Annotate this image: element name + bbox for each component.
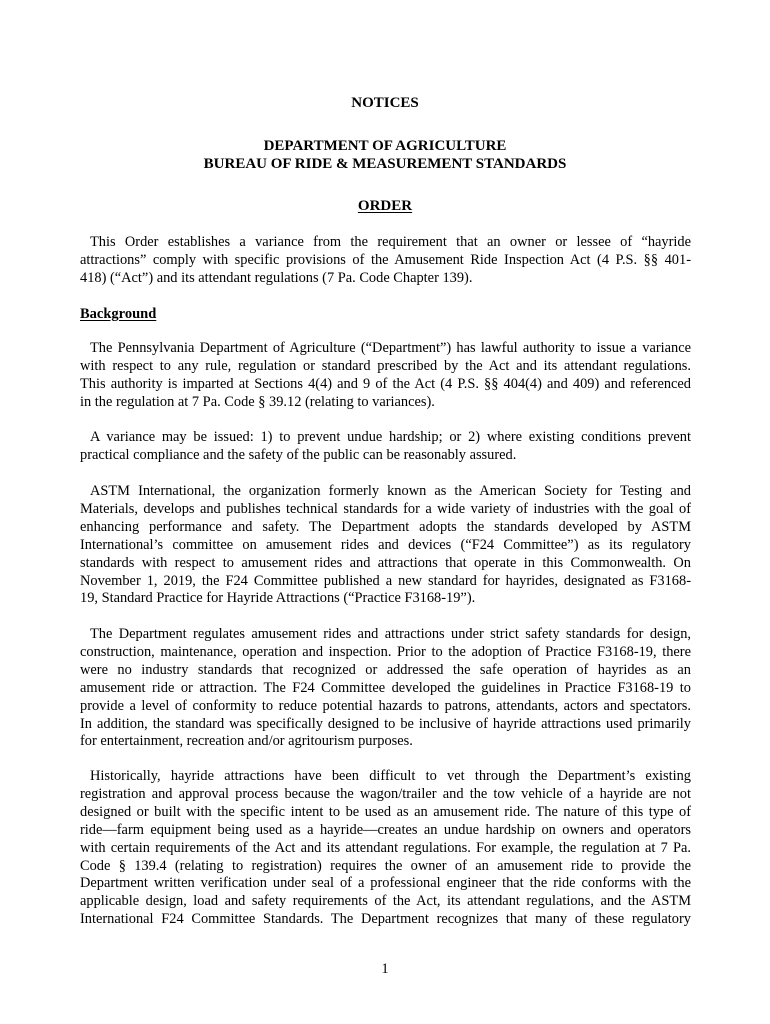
- text-line: ride—farm equipment being used as a hayride—creates an undue hardship on owners and operators: [80, 821, 691, 838]
- text-line: International’s committee on amusement rides and devices (“F24 Committee”) as its regulatory: [80, 536, 691, 553]
- text-line: for entertainment, recreation and/or agritourism purposes.: [80, 733, 413, 750]
- text-line: Historically, hayride attractions have been difficult to vet through the Department’s existing: [90, 768, 691, 784]
- text-line: Department written verification under seal of a professional engineer that the ride conforms with the: [80, 875, 691, 892]
- text-line: applicable design, load and safety requirements of the Act, its attendant regulations, and the ASTM: [80, 893, 691, 910]
- text-line: designed or built with the specific intent to be used as an amusement ride. The nature of this type of: [80, 803, 691, 820]
- text-line: enhancing performance and safety. The Department adopts the standards developed by ASTM: [80, 518, 691, 535]
- text-line: practical compliance and the safety of the public can be reasonably assured.: [80, 446, 517, 463]
- text-line: International F24 Committee Standards. The Department recognizes that many of these regulatory: [80, 911, 691, 928]
- text-line: attractions” comply with specific provisions of the Amusement Ride Inspection Act (4 P.S. §§ 401-: [80, 251, 691, 268]
- text-line: This Order establishes a variance from the requirement that an owner or lessee of “hayride: [90, 234, 691, 250]
- text-line: standards with respect to amusement rides and attractions that operate in this Commonwealth. On: [80, 554, 691, 571]
- text-line: construction, maintenance, operation and inspection. Prior to the adoption of Practice F3168-19, there: [80, 643, 691, 660]
- text-line: November 1, 2019, the F24 Committee published a new standard for hayrides, designated as F3168-: [80, 572, 691, 589]
- background-paragraph-authority: [80, 340, 691, 412]
- text-line: Materials, develops and publishes technical standards for a wide variety of industries with the goal of: [80, 500, 691, 517]
- text-line: were no industry standards that recognized or addressed the safe operation of hayrides as an: [80, 661, 691, 678]
- notices-heading: NOTICES: [351, 95, 419, 111]
- text-line: In addition, the standard was specifically designed to be inclusive of hayride attractions used primarily: [80, 715, 691, 732]
- text-line: provide a level of conformity to reduce potential hazards to patrons, attendants, actors and spectators.: [80, 697, 691, 714]
- text-line: ASTM International, the organization formerly known as the American Society for Testing and: [90, 483, 691, 499]
- bureau-heading: BUREAU OF RIDE & MEASUREMENT STANDARDS: [203, 156, 567, 172]
- department-heading: DEPARTMENT OF AGRICULTURE: [263, 138, 507, 154]
- text-line: The Department regulates amusement rides and attractions under strict safety standards for design,: [90, 626, 691, 642]
- text-line: The Pennsylvania Department of Agriculture (“Department”) has lawful authority to issue a variance: [90, 340, 691, 356]
- text-line: A variance may be issued: 1) to prevent undue hardship; or 2) where existing conditions prevent: [90, 429, 691, 445]
- background-heading: Background: [80, 306, 157, 322]
- text-line: Code § 139.4 (relating to registration) requires the owner of an amusement ride to provide the: [80, 857, 691, 874]
- text-line: 19, Standard Practice for Hayride Attractions (“Practice F3168-19”).: [80, 590, 476, 607]
- background-paragraph-variance-conditions: [80, 429, 691, 465]
- text-line: with certain requirements of the Act and its attendant regulations. For example, the regulation at 7 Pa.: [80, 839, 691, 856]
- background-paragraph-regulation: [80, 626, 691, 751]
- text-line: in the regulation at 7 Pa. Code § 39.12 (relating to variances).: [80, 393, 435, 410]
- text-line: with respect to any rule, regulation or standard prescribed by the Act and its attendant regulations.: [80, 357, 691, 374]
- background-paragraph-history: [80, 768, 691, 929]
- page-number: 1: [381, 961, 389, 977]
- text-line: amusement ride or attraction. The F24 Committee developed the guidelines in Practice F3168-19 to: [80, 679, 691, 696]
- text-line: This authority is imparted at Sections 4(4) and 9 of the Act (4 P.S. §§ 404(4) and 409) and referenced: [80, 375, 691, 392]
- text-line: registration and approval process because the wagon/trailer and the tow vehicle of a hayride are not: [80, 785, 691, 802]
- intro-paragraph: [80, 234, 691, 288]
- order-title: ORDER: [357, 198, 413, 214]
- background-paragraph-astm: [80, 483, 691, 608]
- text-line: 418) (“Act”) and its attendant regulations (7 Pa. Code Chapter 139).: [80, 269, 473, 286]
